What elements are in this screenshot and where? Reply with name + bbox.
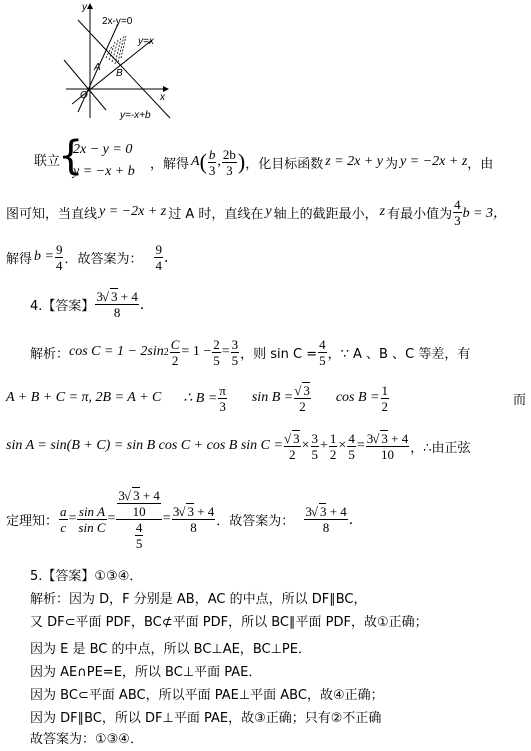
line2-z: z <box>379 204 386 219</box>
q5-line2: 又 DF⊂平面 PDF，BC⊄平面 PDF，所以 BC∥平面 PDF，故①正确； <box>30 615 428 630</box>
frac-3: 3 <box>454 212 461 228</box>
q4-l1-cn: C <box>170 336 180 352</box>
q4-l2-1: 1 <box>381 382 389 398</box>
frac-4a: 4 <box>55 257 63 273</box>
sqrt-sign: √ <box>178 504 186 519</box>
line3-text1: 解得 <box>6 251 33 267</box>
q4-l3-4: 4 <box>348 430 355 446</box>
paren-open: ( <box>199 149 207 174</box>
q4-l4-a3b: 3 <box>319 504 327 519</box>
q4-l3-2b: 2 <box>329 446 337 462</box>
q4-l4-r3b: 3 <box>187 504 194 519</box>
line-y-neg-x-plus-b <box>78 20 170 118</box>
line3-b: b = <box>34 249 54 264</box>
coord-b: b <box>208 146 216 162</box>
sqrt-sign: √ <box>101 289 110 304</box>
q4-l2-e: 而 <box>512 392 526 408</box>
q4-l4-a8: 8 <box>322 520 330 535</box>
q4-l4-sinC: sin C <box>78 519 106 535</box>
q4-l1-f4: 4 <box>319 336 326 352</box>
q4-l4-eq3: = <box>162 511 171 526</box>
z-expr: z = 2x + y <box>325 154 384 169</box>
q4-ans-c: + 4 <box>117 289 138 304</box>
q4-l2-2: 2 <box>299 399 306 414</box>
label-b: B <box>116 68 123 79</box>
q4-l3-end: ，∴由正弦 <box>410 440 471 456</box>
label-y: y <box>82 2 87 13</box>
q4-l1-2: 2 <box>171 352 179 368</box>
q4-l3-1: 1 <box>329 430 337 446</box>
line2-expr: y = −2x + z <box>99 204 167 219</box>
label-line2: y=x <box>138 36 154 47</box>
sqrt-sign: √ <box>294 383 302 398</box>
q4-ans-sqrt: 3 <box>111 289 118 304</box>
q4-ans-den: 8 <box>113 305 121 320</box>
q4-l1-b: = 1 − <box>181 344 212 359</box>
line2-text3: 轴上的截距最小， <box>273 206 378 222</box>
q4-l1-f5: 5 <box>213 352 220 368</box>
q4-l2-pi: π <box>219 382 226 398</box>
line2-text1: 图可知，当直线 <box>6 206 98 222</box>
label-origin: O <box>80 90 88 101</box>
q4-l3-10: 10 <box>380 447 394 462</box>
q4-l4-ans: ．故答案为： <box>216 513 295 529</box>
label-a: A <box>94 62 101 73</box>
line2-tail: b = 3， <box>462 206 508 221</box>
q4-l2-b: ∴ B = <box>183 390 218 406</box>
q4-l3-n3b: 3 <box>381 431 388 446</box>
line2-text2: 过 A 时，直线在 <box>168 206 264 222</box>
as-text: 为 <box>385 156 399 172</box>
line2-y: y <box>265 204 272 219</box>
q4-l1-f2: 2 <box>213 336 220 352</box>
system-eq2: y = −x + b <box>73 164 135 179</box>
coord-3b: 3 <box>226 162 233 178</box>
q4-l1-e: ，∵ A 、B 、C 等差，有 <box>327 346 471 362</box>
q4-ans-a: 3 <box>96 289 103 304</box>
system-eq1: 2x − y = 0 <box>73 142 133 157</box>
q4-l3-5: 5 <box>311 446 318 462</box>
q4-l3-n4: + 4 <box>387 431 409 446</box>
frac-9a: 9 <box>55 241 63 257</box>
coordinate-figure <box>60 0 190 125</box>
q4-l4-end: ． <box>348 513 363 528</box>
from-text: ，由 <box>467 156 494 172</box>
q4-l3-n3: 3 <box>366 431 374 446</box>
q4-l4-n3: 3 <box>118 488 125 503</box>
q4-l4-4: 4 <box>135 520 143 535</box>
join-word: 联立 <box>34 154 61 169</box>
q4-l3-p: + <box>320 438 328 453</box>
q4-l3-x1: × <box>301 438 310 453</box>
label-line3: y=-x+b <box>120 110 151 121</box>
shaded-region <box>106 36 126 64</box>
frac-9b: 9 <box>155 241 162 257</box>
q4-l4-eq: = <box>68 511 77 526</box>
label-line1: 2x-y=0 <box>102 16 133 27</box>
point-a-label: A <box>191 154 200 169</box>
q4-l2-2b: 2 <box>381 398 389 414</box>
q4-l4-sinA: sin A <box>78 503 106 519</box>
y-expr: y = −2x + z <box>400 154 468 169</box>
q4-l3-a: sin A = sin(B + C) = sin B cos C + cos B sin C = <box>6 438 283 453</box>
frac-4: 4 <box>454 196 461 212</box>
q4-l2-c: sin B = <box>251 390 294 405</box>
q4-l4-label: 定理知： <box>6 513 59 529</box>
system-brace: { <box>58 133 84 179</box>
q4-l4-a: a <box>60 503 67 519</box>
q4-l4-r4: + 4 <box>193 504 215 519</box>
q4-l4-r8: 8 <box>190 520 197 535</box>
q4-l1-f5b: 5 <box>231 352 239 368</box>
q4-l1-sup: 2 <box>163 346 169 358</box>
q4-l1-label: 解析： <box>30 346 70 362</box>
q4-l1-d: ，则 sin C = <box>240 346 318 362</box>
q4-l4-n4: + 4 <box>139 488 160 503</box>
q4-l2-s3: 3 <box>303 383 310 398</box>
q4-l3-x2: × <box>338 438 347 453</box>
q4-l2-a: A + B + C = π, 2B = A + C <box>6 390 162 405</box>
q5-line7: 故答案为：①③④． <box>30 732 143 747</box>
q4-l4-5: 5 <box>135 536 143 551</box>
q4-label: 4.【答案】 <box>30 298 95 314</box>
q4-l1-f5c: 5 <box>319 352 326 368</box>
q4-l4-10: 10 <box>132 504 146 519</box>
sqrt-sign: √ <box>123 488 132 503</box>
sqrt-sign: √ <box>310 504 318 519</box>
q4-l1-c: = <box>221 344 230 359</box>
line3-end: ． <box>163 251 178 266</box>
label-x: x <box>160 92 165 103</box>
q4-l4-n3b: 3 <box>133 488 140 503</box>
sqrt-sign: √ <box>283 431 292 446</box>
q4-l3-eq: = <box>356 438 365 453</box>
coord-3a: 3 <box>208 162 216 178</box>
q5-answer: 5.【答案】①③④． <box>30 569 143 584</box>
line2-text4: 有最小值为 <box>387 206 453 222</box>
frac-4b: 4 <box>155 257 162 273</box>
q4-l1-a: cos C = 1 − 2sin <box>69 344 164 359</box>
comma: , <box>217 154 221 169</box>
q4-l4-a4: + 4 <box>326 504 347 519</box>
q4-l2-3: 3 <box>219 398 226 414</box>
q4-l2-d: cos B = <box>335 390 380 405</box>
q5-line4: 因为 AE∩PE=E，所以 BC⊥平面 PAE． <box>30 665 262 680</box>
q5-line6: 因为 DF∥BC，所以 DF⊥平面 PAE，故③正确；只有②不正确 <box>30 711 382 726</box>
solve-text: ，解得 <box>150 156 190 172</box>
q4-l4-c: c <box>60 519 67 535</box>
sqrt-sign: √ <box>372 431 380 446</box>
q4-l3-3: 3 <box>311 430 318 446</box>
q5-line1: 解析：因为 D，F 分别是 AB，AC 的中点，所以 DF∥BC， <box>30 592 367 607</box>
q4-l1-f3: 3 <box>231 336 239 352</box>
q4-ans-end: ． <box>139 298 154 313</box>
q5-line3: 因为 E 是 BC 的中点，所以 BC⊥AE，BC⊥PE． <box>30 642 311 657</box>
q4-l4-eq2: = <box>107 511 116 526</box>
q5-line5: 因为 BC⊂平面 ABC，所以平面 PAE⊥平面 ABC，故④正确； <box>30 688 384 703</box>
coord-2b: 2b <box>222 146 236 162</box>
q4-l3-s3: 3 <box>293 431 300 446</box>
paren-close: ) <box>237 149 246 174</box>
objective-text: ，化目标函数 <box>245 156 324 172</box>
q4-l3-5b: 5 <box>348 446 355 462</box>
q4-l4-a3: 3 <box>305 504 312 519</box>
q4-l4-r3: 3 <box>172 504 180 519</box>
q4-l3-2: 2 <box>289 447 296 462</box>
line3-text2: ．故答案为： <box>64 251 143 267</box>
